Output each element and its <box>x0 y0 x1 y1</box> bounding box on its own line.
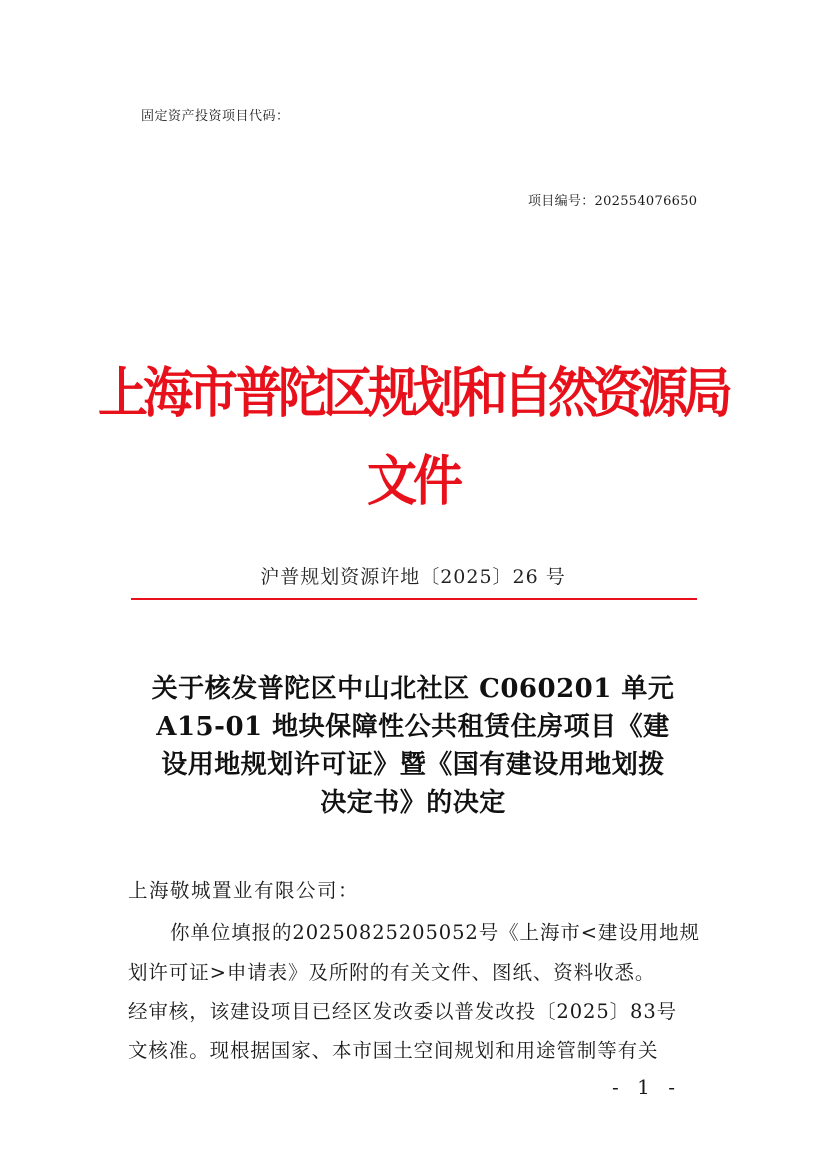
document-title-line-2: A15-01 地块保障性公共租赁住房项目《建 <box>156 712 670 742</box>
document-title-line-4: 决定书》的决定 <box>320 788 506 818</box>
body-line-4: 文核准。现根据国家、本市国土空间规划和用途管制等有关 <box>128 1039 659 1062</box>
recipient: 上海敬城置业有限公司： <box>128 879 360 902</box>
body-line-3: 经审核，该建设项目已经区发改委以普发改投〔2025〕83号 <box>128 1000 678 1023</box>
document-title-line-1: 关于核发普陀区中山北社区 C060201 单元 <box>151 674 675 704</box>
fixed-asset-code-label: 固定资产投资项目代码： <box>141 109 290 124</box>
document-title-line-3: 设用地规划许可证》暨《国有建设用地划拨 <box>161 750 665 780</box>
project-number: 项目编号：202554076650 <box>528 194 698 209</box>
issuing-organization-title: 上海市普陀区规划和自然资源局 <box>98 362 728 425</box>
body-line-2: 划许可证>申请表》及所附的有关文件、图纸、资料收悉。 <box>128 961 656 984</box>
document-number: 沪普规划资源许地〔2025〕26 号 <box>260 566 566 588</box>
page-number: - 1 - <box>612 1075 681 1099</box>
body-line-1: 你单位填报的20250825205052号《上海市<建设用地规 <box>170 921 700 944</box>
document-type-title: 文件 <box>367 450 459 513</box>
red-separator-line <box>131 598 697 600</box>
